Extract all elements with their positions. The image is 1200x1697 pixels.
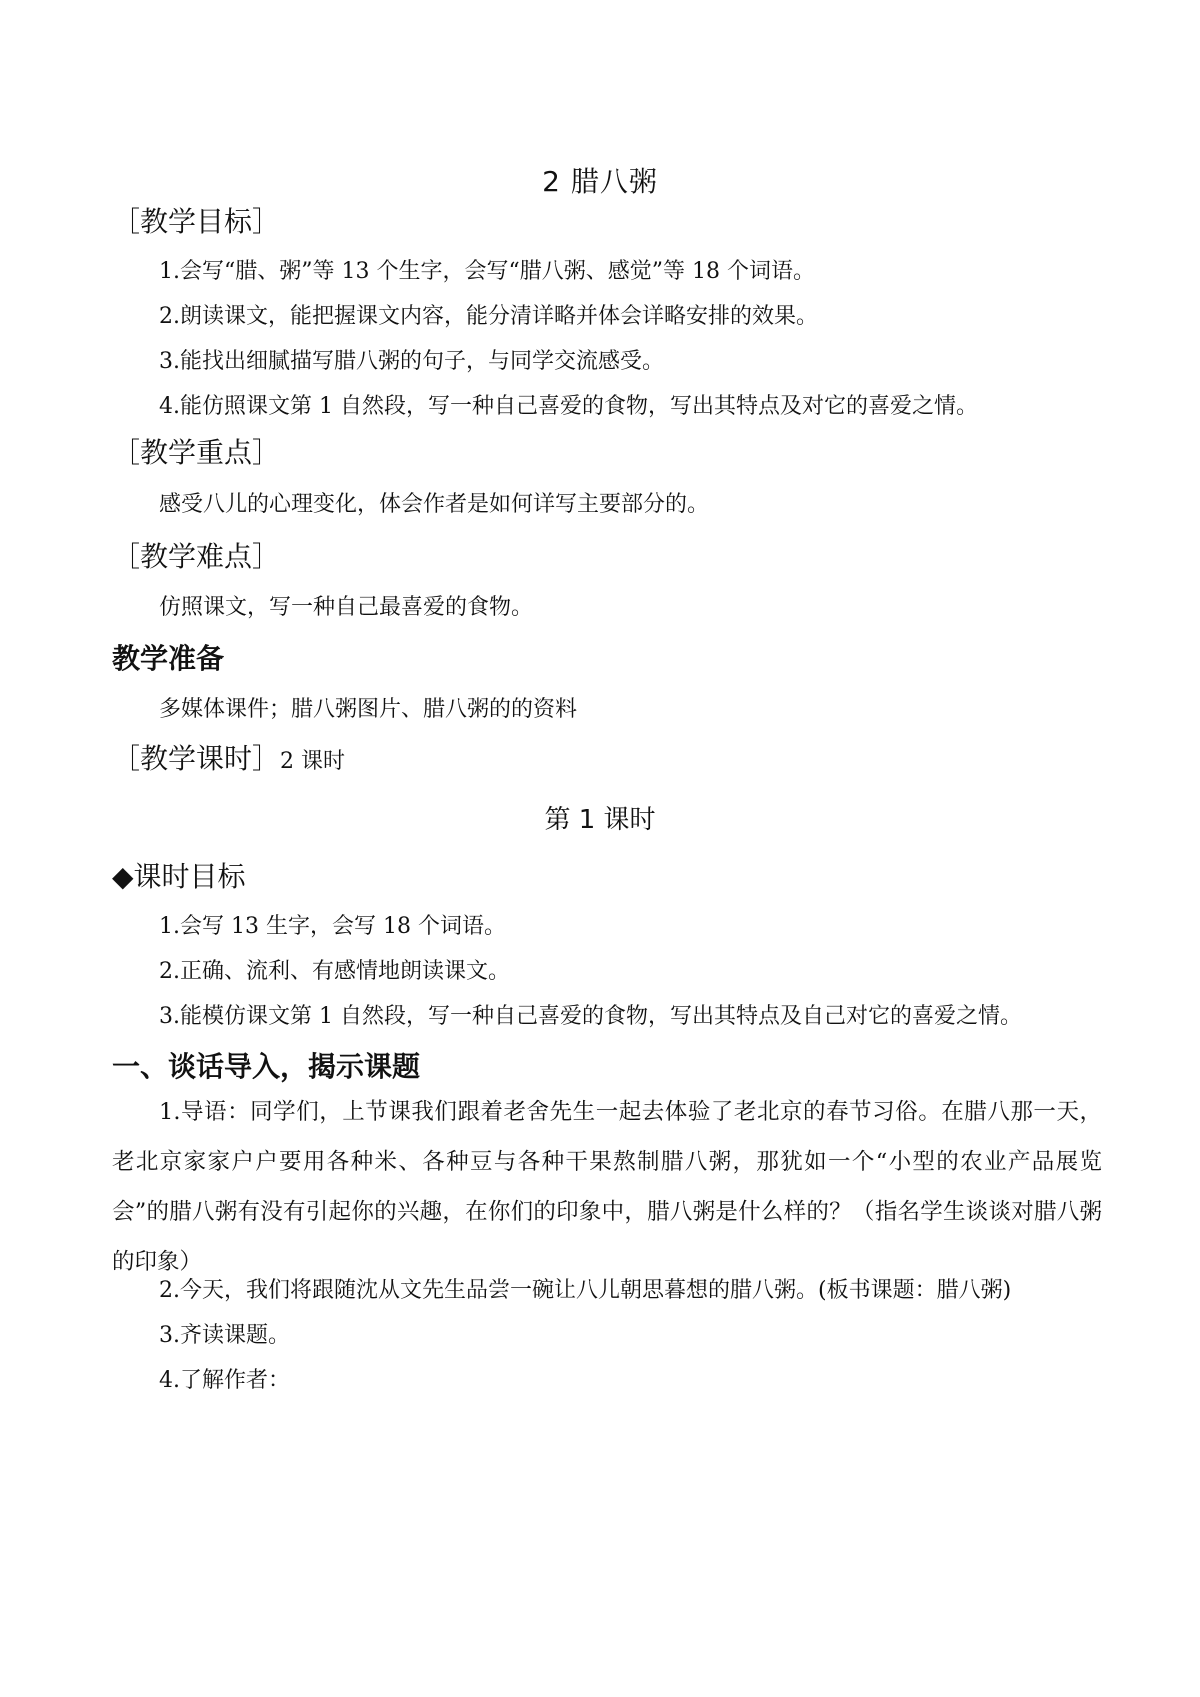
lesson-goal-item: 1.会写 13 生字，会写 18 个词语。	[159, 914, 506, 939]
key-points-text: 感受八儿的心理变化，体会作者是如何详写主要部分的。	[159, 492, 710, 517]
part1-heading: 一、谈话导入，揭示课题	[112, 1050, 421, 1083]
goal-item: 3.能找出细腻描写腊八粥的句子，与同学交流感受。	[159, 349, 664, 374]
periods-value: 2 课时	[280, 749, 346, 774]
periods-heading: ［教学课时］	[112, 742, 281, 775]
part1-item: 2.今天，我们将跟随沈从文先生品尝一碗让八儿朝思暮想的腊八粥。(板书课题：腊八粥)	[159, 1278, 1012, 1303]
part1-item: 4.了解作者：	[159, 1368, 290, 1393]
goal-item: 1.会写“腊、粥”等 13 个生字，会写“腊八粥、感觉”等 18 个词语。	[159, 259, 815, 284]
part1-item: 3.齐读课题。	[159, 1323, 290, 1348]
lesson-goal-item: 3.能模仿课文第 1 自然段，写一种自己喜爱的食物，写出其特点及自己对它的喜爱之情。	[159, 1004, 1022, 1029]
key-points-heading: ［教学重点］	[112, 436, 281, 469]
lesson-goals-heading: ◆课时目标	[112, 860, 246, 893]
teaching-goals-heading: ［教学目标］	[112, 205, 281, 238]
lesson-title: 第 1 课时	[544, 805, 656, 835]
part1-paragraph: 1.导语：同学们，上节课我们跟着老舍先生一起去体验了老北京的春节习俗。在腊八那一天，老北京家家户户要用各种米、各种豆与各种干果熬制腊八粥，那犹如一个“小型的农业产品展览会”的腊八粥有没有引起你的兴趣，在你们的印象中，腊八粥是什么样的？（指名学生谈谈对腊八粥的印象）	[112, 1099, 1102, 1275]
goal-item: 2.朗读课文，能把握课文内容，能分清详略并体会详略安排的效果。	[159, 304, 818, 329]
preparation-heading: 教学准备	[112, 642, 225, 675]
goal-item: 4.能仿照课文第 1 自然段，写一种自己喜爱的食物，写出其特点及对它的喜爱之情。	[159, 394, 978, 419]
preparation-text: 多媒体课件；腊八粥图片、腊八粥的的资料	[159, 697, 578, 722]
periods-line	[112, 737, 345, 777]
difficulties-heading: ［教学难点］	[112, 540, 281, 573]
lesson-goal-item: 2.正确、流利、有感情地朗读课文。	[159, 959, 510, 984]
difficulties-text: 仿照课文，写一种自己最喜爱的食物。	[159, 595, 534, 620]
page-title: 2 腊八粥	[542, 165, 658, 198]
